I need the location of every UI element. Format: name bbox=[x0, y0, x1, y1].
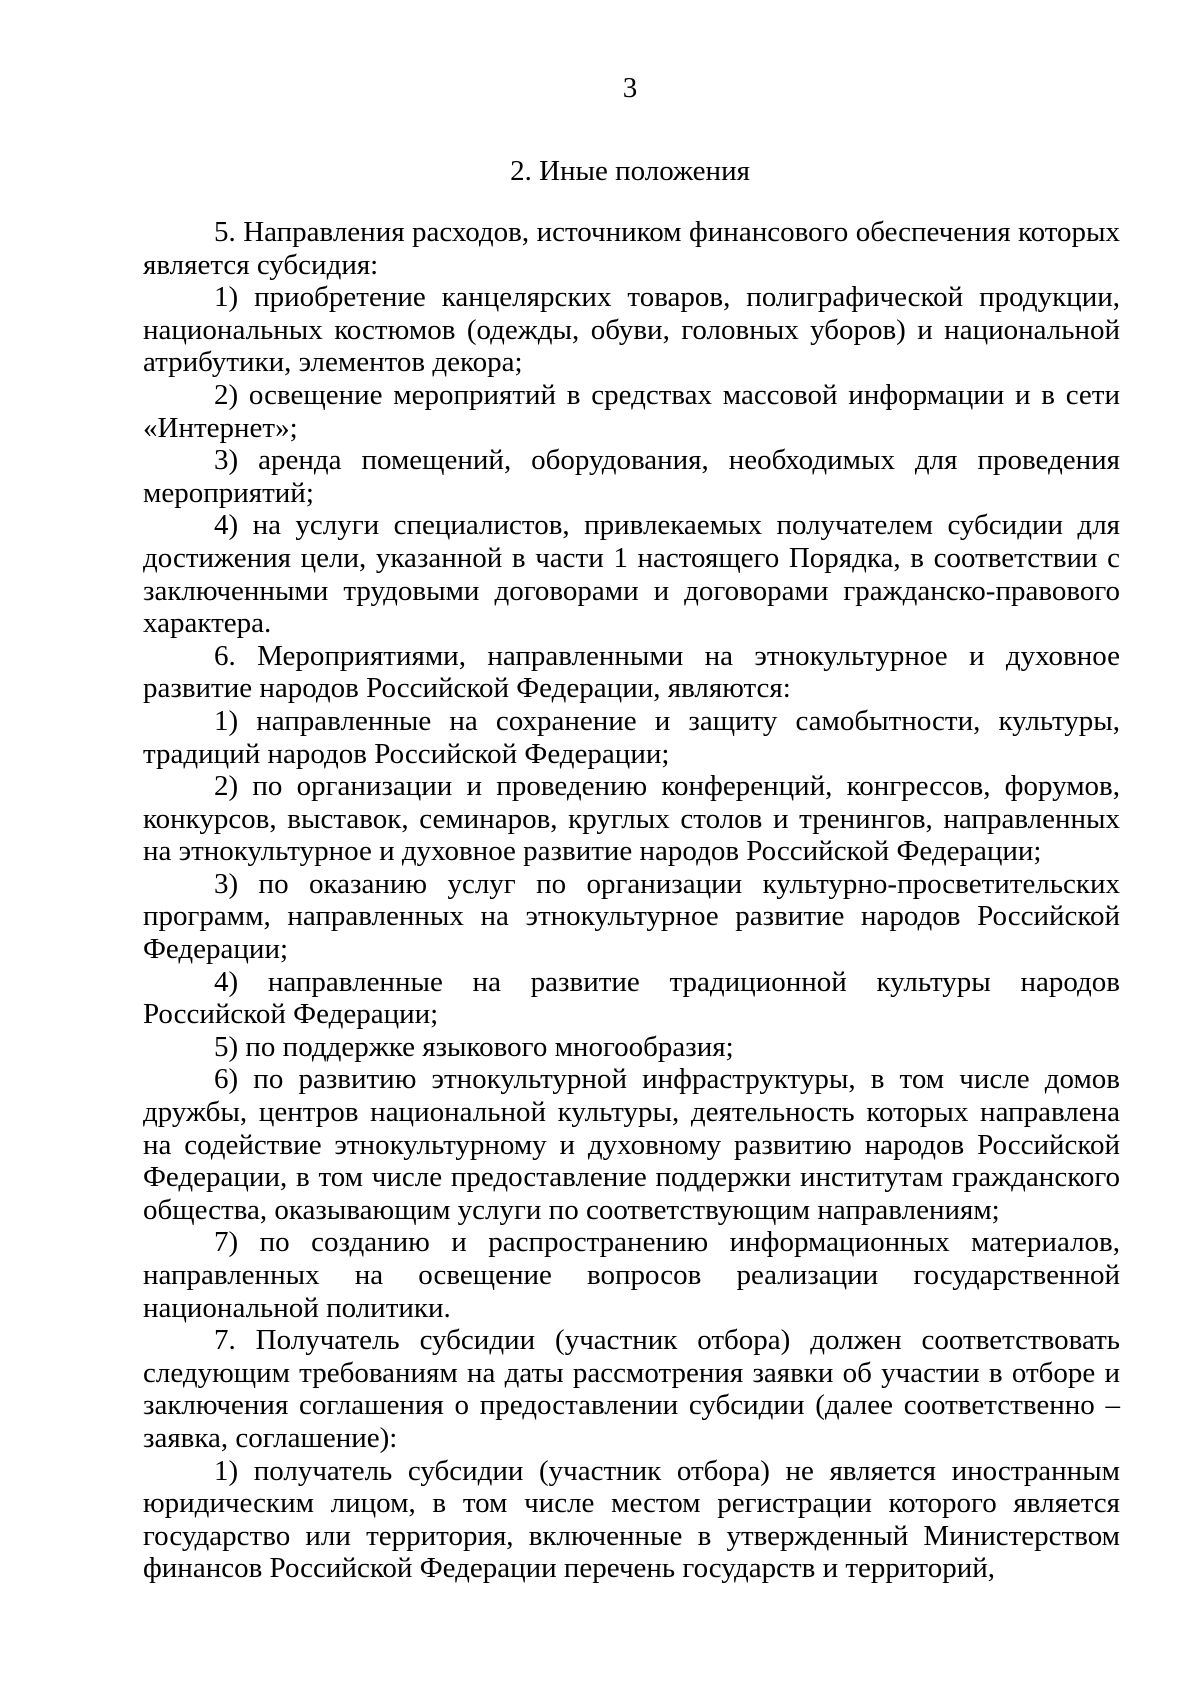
list-item: 4) направленные на развитие традиционной культуры народов Российской Федерации; bbox=[143, 965, 1120, 1031]
list-item: 6) по развитию этнокультурной инфраструктуры, в том числе домов дружбы, центров национальной культуры, деятельность которых направлена на содействие этнокультурному и духовному развитию народов Российской Федерации, в том числе предоставление поддержки институтам гражданского общества, оказывающим услуги по соответствующим направлениям; bbox=[143, 1063, 1120, 1226]
paragraph-5: 5. Направления расходов, источником финансового обеспечения которых является субсидия: bbox=[143, 216, 1120, 281]
list-item: 2) освещение мероприятий в средствах массовой информации и в сети «Интернет»; bbox=[143, 378, 1120, 444]
paragraph-6: 6. Мероприятиями, направленными на этнокультурное и духовное развитие народов Российской Федерации, являются: bbox=[143, 639, 1120, 705]
paragraph-7: 7. Получатель субсидии (участник отбора) должен соответствовать следующим требованиям на даты рассмотрения заявки об участии в отборе и заключения соглашения о предоставлении субсидии (далее соответственно – заявка, соглашение): bbox=[143, 1324, 1120, 1454]
section-title: 2. Иные положения bbox=[510, 155, 750, 187]
list-item: 5) по поддержке языкового многообразия; bbox=[214, 1030, 734, 1063]
list-item: 3) аренда помещений, оборудования, необходимых для проведения мероприятий; bbox=[143, 444, 1120, 509]
list-item: 7) по созданию и распространению информационных материалов, направленных на освещение вопросов реализации государственной национальной политики. bbox=[143, 1226, 1120, 1324]
list-item: 3) по оказанию услуг по организации культурно-просветительских программ, направленных на этнокультурное развитие народов Российской Федерации; bbox=[143, 867, 1120, 966]
list-item: 1) получатель субсидии (участник отбора) не является иностранным юридическим лицом, в том числе местом регистрации которого является государство или территория, включенные в утвержденный Министерством финансов Российской Федерации перечень государств и территорий, bbox=[143, 1454, 1120, 1585]
list-item: 2) по организации и проведению конференций, конгрессов, форумов, конкурсов, выставок, семинаров, круглых столов и тренингов, направленных на этнокультурное и духовное развитие народов Российской Федерации; bbox=[143, 770, 1120, 868]
list-item: 1) направленные на сохранение и защиту самобытности, культуры, традиций народов Российской Федерации; bbox=[143, 704, 1120, 770]
list-item: 1) приобретение канцелярских товаров, полиграфической продукции, национальных костюмов (одежды, обуви, головных уборов) и национальной атрибутики, элементов декора; bbox=[143, 281, 1120, 379]
list-item: 4) на услуги специалистов, привлекаемых получателем субсидии для достижения цели, указанной в части 1 настоящего Порядка, в соответствии с заключенными трудовыми договорами и договорами гражданско-правового характера. bbox=[143, 509, 1120, 640]
document-body bbox=[143, 216, 1120, 1585]
page-number: 3 bbox=[622, 72, 638, 104]
